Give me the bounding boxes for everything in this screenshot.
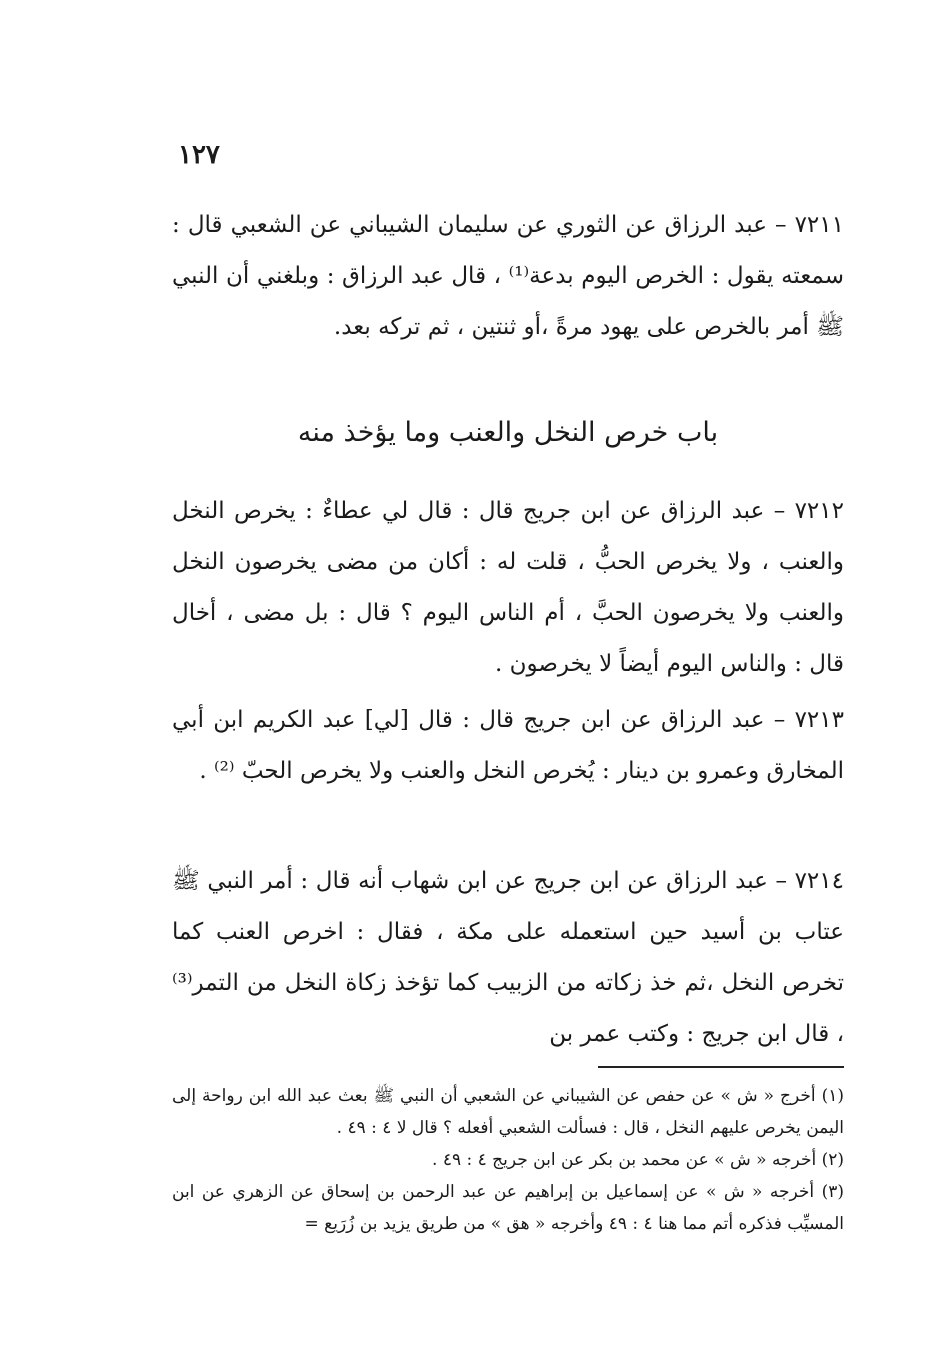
footnote-3: (٣) أخرجه « ش » عن إسماعيل بن إبراهيم عن عبد الرحمن بن إسحاق عن الزهري عن ابن المسيِّب فذكره أتم مما هنا ٤ : ٤٩ وأخرجه « هق » من طريق يزيد بن زُرَيع = bbox=[172, 1182, 844, 1234]
chapter-heading: باب خرص النخل والعنب وما يؤخذ منه bbox=[297, 417, 719, 448]
hadith-paragraph-7214: ٧٢١٤ – عبد الرزاق عن ابن جريج عن ابن شهاب أنه قال : أمر النبي ﷺ عتاب بن أسيد حين استعمله على مكة ، فقال : اخرص العنب كما تخرص النخل ،ثم خذ زكاته من الزبيب كما تؤخذ زكاة النخل من التمر⁽³⁾ ، قال ابن جريج : وكتب عمر بن bbox=[172, 868, 844, 1047]
footnote-divider bbox=[598, 1066, 844, 1068]
footnote-1: (١) أخرج « ش » عن حفص عن الشيباني عن الشعبي أن النبي ﷺ بعث عبد الله ابن رواحة إلى اليمن يخرص عليهم النخل ، قال : فسألت الشعبي أفعله ؟ قال لا ٤ : ٤٩ . bbox=[172, 1086, 844, 1138]
hadith-paragraph-7211: ٧٢١١ – عبد الرزاق عن الثوري عن سليمان الشيباني عن الشعبي قال : سمعته يقول : الخرص اليوم بدعة⁽¹⁾ ، قال عبد الرزاق : وبلغني أن النبي ﷺ أمر بالخرص على يهود مرةً ،أو ثنتين ، ثم تركه بعد. bbox=[172, 212, 845, 340]
hadith-paragraph-7212: ٧٢١٢ – عبد الرزاق عن ابن جريج قال : قال لي عطاءٌ : يخرص النخل والعنب ، ولا يخرص الحبُّ ، قلت له : أكان من مضى يخرصون النخل والعنب ولا يخرصون الحبَّ ، أم الناس اليوم ؟ قال : بل مضى ، أخال قال : والناس اليوم أيضاً لا يخرصون . bbox=[172, 498, 844, 677]
hadith-paragraph-7213: ٧٢١٣ – عبد الرزاق عن ابن جريج قال : قال [لي] عبد الكريم ابن أبي المخارق وعمرو بن دينار : يُخرص النخل والعنب ولا يخرص الحبّ ⁽²⁾ . bbox=[172, 707, 844, 784]
footnotes bbox=[172, 1080, 844, 1240]
page-number: ١٢٧ bbox=[178, 140, 220, 170]
footnote-2: (٢) أخرجه « ش » عن محمد بن بكر عن ابن جريج ٤ : ٤٩ . bbox=[432, 1150, 844, 1170]
